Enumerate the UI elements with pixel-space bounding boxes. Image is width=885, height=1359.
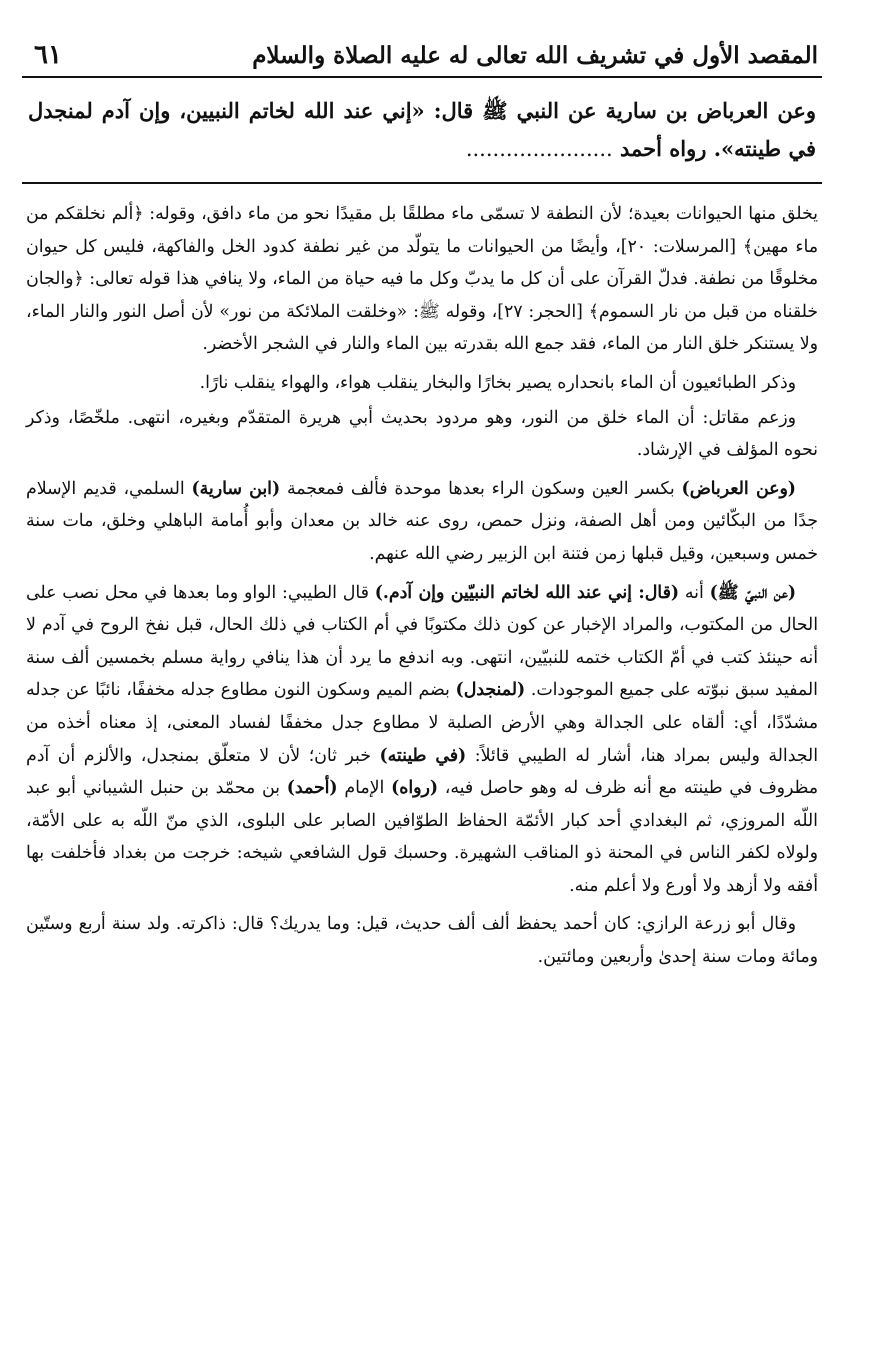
lemma-fi-tinatih: (في طينته) xyxy=(379,745,467,766)
lemma-munjadil: (لمنجدل) xyxy=(455,680,526,701)
commentary-paragraph-4 xyxy=(26,473,818,571)
p5-text-5: الإمام xyxy=(337,778,392,799)
hadith-text xyxy=(22,78,822,178)
commentary-paragraph-2: وذكر الطبائعيون أن الماء بانحداره يصير بخارًا والبخار ينقلب هواء، والهواء ينقلب نارًا. xyxy=(199,372,796,393)
p4-text-1: بكسر العين وسكون الراء بعدها موحدة فألف فمعجمة xyxy=(280,478,682,499)
hadith-body: وعن العرباض بن سارية عن النبي ﷺ قال: «إني عند الله لخاتم النبيين، وإن آدم لمنجدل في طينته». رواه أحمد xyxy=(28,98,816,161)
p5-text-1: أنه xyxy=(679,582,710,603)
commentary-paragraph-3: وزعم مقاتل: أن الماء خلق من النور، وهو مردود بحديث أبي هريرة المتقدّم وبغيره، انتهى. ملخّصًا، وذكر نحوه المؤلف في الإرشاد. xyxy=(26,407,818,461)
page-number: ٦١ xyxy=(34,40,62,70)
lemma-qala: (قال: إني عند الله لخاتم النبيّين وإن آدم.) xyxy=(374,582,680,603)
page xyxy=(22,40,822,976)
hadith-dots: ...................... xyxy=(465,137,613,161)
p4-text-2: السلمي، قديم الإسلام جدًا من البكّائين ومن أهل الصفة، ونزل حمص، روى عنه خالد بن معدان وأبو أُمامة الباهلي وخلق، مات سنة خمس وسبعين، وقيل قبلها زمن فتنة ابن الزبير رضي الله عنهم. xyxy=(26,478,818,564)
commentary xyxy=(22,198,822,974)
commentary-paragraph-1: يخلق منها الحيوانات بعيدة؛ لأن النطفة لا تسمّى ماء مطلقًا بل مقيدًا نحو من ماء دافق، وقوله: ﴿ألم نخلقكم من ماء مهين﴾ [المرسلات: ٢٠]، وأيضًا من الحيوانات ما يتولّد من غير نطفة كدود الخل والفاكهة، فليس كل حيوان مخلوقًا من نطفة. فدلّ القرآن على أن كل ما يدبّ وكل ما فيه حياة من الماء، ولا ينافي هذا قوله تعالى: ﴿والجان خلقناه من قبل من نار السموم﴾ [الحجر: ٢٧]، وقوله ﷺ: «وخلقت الملائكة من نور» لأن أصل النور والنار الماء، ولا يستنكر خلق النار من الماء، فقد جمع الله بقدرته بين الماء والنار في الشجر الأخضر. xyxy=(26,204,818,355)
lemma-an-nabi: (عن النبيّ ﷺ) xyxy=(709,582,796,603)
running-header xyxy=(22,40,822,78)
p5-text-6: بن محمّد بن حنبل الشيباني أبو عبد اللّه المروزي، ثم البغدادي أحد كبار الأئمّة الحفاظ الطوّافين الصابر على البلوى، الذي منّ اللّه به على الأمّة، ولولاه لكفر الناس في المحنة ذو المناقب الشهيرة. وحسبك قول الشافعي شيخه: خرجت من بغداد فأخلفت بها أفقه ولا أزهد ولا أورع ولا أعلم منه. xyxy=(26,778,818,896)
commentary-paragraph-5 xyxy=(26,577,818,903)
lemma-ibn-sariya: (ابن سارية) xyxy=(191,478,281,499)
lemma-irbad: (وعن العرباض) xyxy=(681,478,796,499)
lemma-rawahu: (رواه) xyxy=(391,778,438,799)
running-title: المقصد الأول في تشريف الله تعالى له عليه الصلاة والسلام xyxy=(252,42,818,69)
lemma-ahmad: (أحمد) xyxy=(286,778,338,799)
p5-text-4: خبر ثان؛ لأن لا متعلّق بمنجدل، والألزم أن آدم مظروف في طينته مع أنه ظرف له وهو حاصل فيه، xyxy=(26,745,818,799)
p5-text-3: بضم الميم وسكون النون مطاوع جدله مخففًا، نائبًا عن جدله مشدّدًا، أي: ألقاه على الجدالة وهي الأرض الصلبة لا مطاوع جدل مخففًا لفساد المعنى، إذ معناه أخذه من الجدالة وليس بمراد هنا، أشار له الطيبي قائلاً: xyxy=(26,680,818,766)
p5-text-2: قال الطيبي: الواو وما بعدها في محل نصب على الحال من المكتوب، والمراد الإخبار عن كون ذلك مكتوبًا في أم الكتاب في ذلك الحال، قبل نفخ الروح في آدم لا أنه حينئذ كتب في أمّ الكتاب ختمه للنبيّين، انتهى. وبه اندفع ما يرد أن هذا ينافي رواية مسلم بخمسين ألف سنة المفيد سبق نبوّته على جميع الموجودات. xyxy=(26,582,818,701)
section-divider xyxy=(22,182,822,184)
commentary-paragraph-6: وقال أبو زرعة الرازي: كان أحمد يحفظ ألف ألف حديث، قيل: وما يدريك؟ قال: ذاكرته. ولد سنة أربع وستّين ومائة ومات سنة إحدىٰ وأربعين ومائتين. xyxy=(26,914,818,968)
